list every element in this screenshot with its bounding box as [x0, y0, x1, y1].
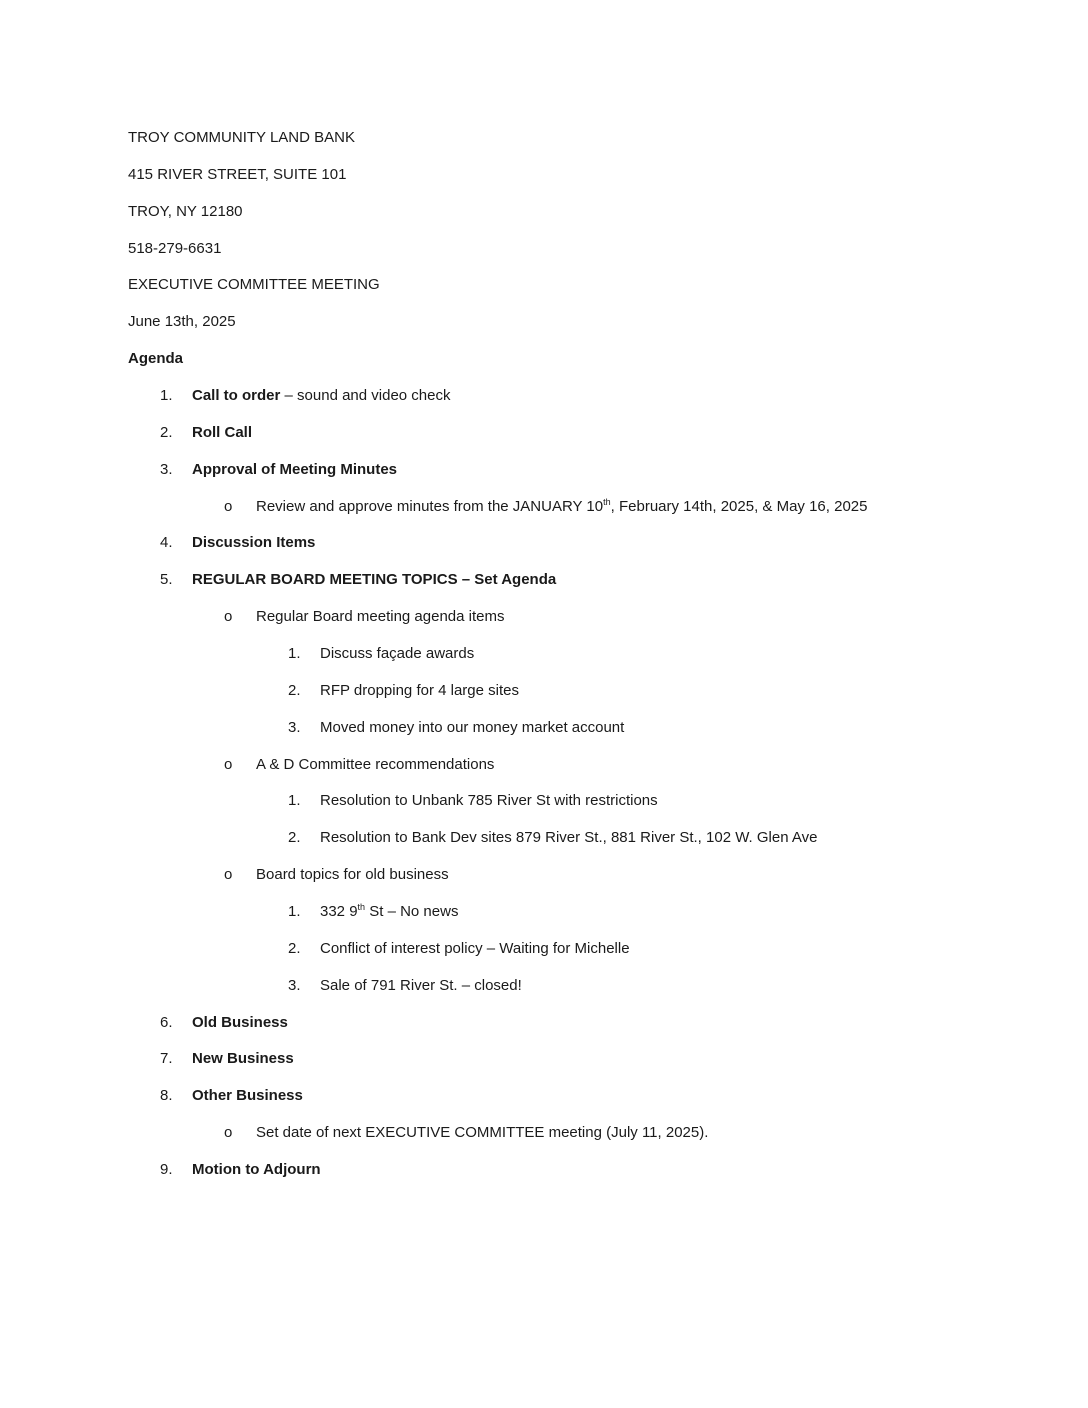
subitem-before: 332 9: [320, 903, 358, 920]
subitem-after: St – No news: [365, 903, 459, 920]
subitem-text: [320, 902, 458, 922]
subitem-number: 2.: [288, 682, 301, 699]
agenda-item-number: 8.: [160, 1087, 173, 1104]
subitem-number: 2.: [288, 940, 301, 957]
agenda-item-number: 3.: [160, 461, 173, 478]
agenda-item-number: 9.: [160, 1161, 173, 1178]
subitem-text: Resolution to Unbank 785 River St with restrictions: [320, 792, 658, 809]
meeting-date: June 13th, 2025: [128, 313, 236, 330]
agenda-item-new-business: New Business: [192, 1050, 294, 1067]
agenda-item-regular-board-topics: REGULAR BOARD MEETING TOPICS – Set Agenda: [192, 571, 557, 588]
agenda-item-number: 4.: [160, 534, 173, 551]
agenda-heading: Agenda: [128, 350, 184, 367]
agenda-item-number: 6.: [160, 1014, 173, 1031]
agenda-item-approval-minutes: Approval of Meeting Minutes: [192, 461, 398, 478]
agenda-item-roll-call: Roll Call: [192, 424, 253, 441]
phone-number: 518-279-6631: [128, 240, 222, 257]
subitem-number: 2.: [288, 829, 301, 846]
subitem-number: 3.: [288, 719, 301, 736]
subitem-text: Resolution to Bank Dev sites 879 River St., 881 River St., 102 W. Glen Ave: [320, 829, 818, 846]
minutes-review-after: , February 14th, 2025, & May 16, 2025: [610, 498, 868, 515]
subitem-number: 1.: [288, 645, 301, 662]
agenda-item-motion-adjourn: Motion to Adjourn: [192, 1161, 321, 1178]
agenda-item-old-business: Old Business: [192, 1014, 288, 1031]
old-business-topics-label: Board topics for old business: [256, 866, 449, 883]
bullet-circle-icon: o: [224, 866, 233, 883]
agenda-item-number: 2.: [160, 424, 173, 441]
subitem-text: Discuss façade awards: [320, 645, 475, 662]
agenda-item-call-to-order: [192, 386, 450, 406]
other-business-note: Set date of next EXECUTIVE COMMITTEE meeting (July 11, 2025).: [256, 1124, 709, 1141]
address-line-2: TROY, NY 12180: [128, 203, 243, 220]
agenda-item-other-business: Other Business: [192, 1087, 303, 1104]
agenda-item-number: 7.: [160, 1050, 173, 1067]
agenda-item-title: Call to order: [192, 387, 281, 404]
subitem-text: Sale of 791 River St. – closed!: [320, 977, 522, 994]
subitem-sup: th: [357, 902, 366, 912]
subitem-text: Moved money into our money market account: [320, 719, 625, 736]
subitem-text: RFP dropping for 4 large sites: [320, 682, 519, 699]
meeting-type: EXECUTIVE COMMITTEE MEETING: [128, 276, 380, 293]
agenda-item-detail: – sound and video check: [280, 387, 451, 404]
subitem-number: 1.: [288, 903, 301, 920]
minutes-review-sup: th: [603, 497, 611, 507]
agenda-item-number: 5.: [160, 571, 173, 588]
org-name: TROY COMMUNITY LAND BANK: [128, 129, 355, 146]
minutes-review-before: Review and approve minutes from the JANUARY 10: [256, 498, 604, 515]
bullet-circle-icon: o: [224, 608, 233, 625]
ad-committee-label: A & D Committee recommendations: [256, 756, 495, 773]
address-line-1: 415 RIVER STREET, SUITE 101: [128, 166, 347, 183]
regular-board-label: Regular Board meeting agenda items: [256, 608, 505, 625]
bullet-circle-icon: o: [224, 1124, 233, 1141]
subitem-text: Conflict of interest policy – Waiting for Michelle: [320, 940, 630, 957]
agenda-item-number: 1.: [160, 387, 173, 404]
bullet-circle-icon: o: [224, 498, 233, 515]
minutes-review-text: [256, 497, 867, 517]
agenda-item-discussion: Discussion Items: [192, 534, 316, 551]
subitem-number: 1.: [288, 792, 301, 809]
subitem-number: 3.: [288, 977, 301, 994]
bullet-circle-icon: o: [224, 756, 233, 773]
